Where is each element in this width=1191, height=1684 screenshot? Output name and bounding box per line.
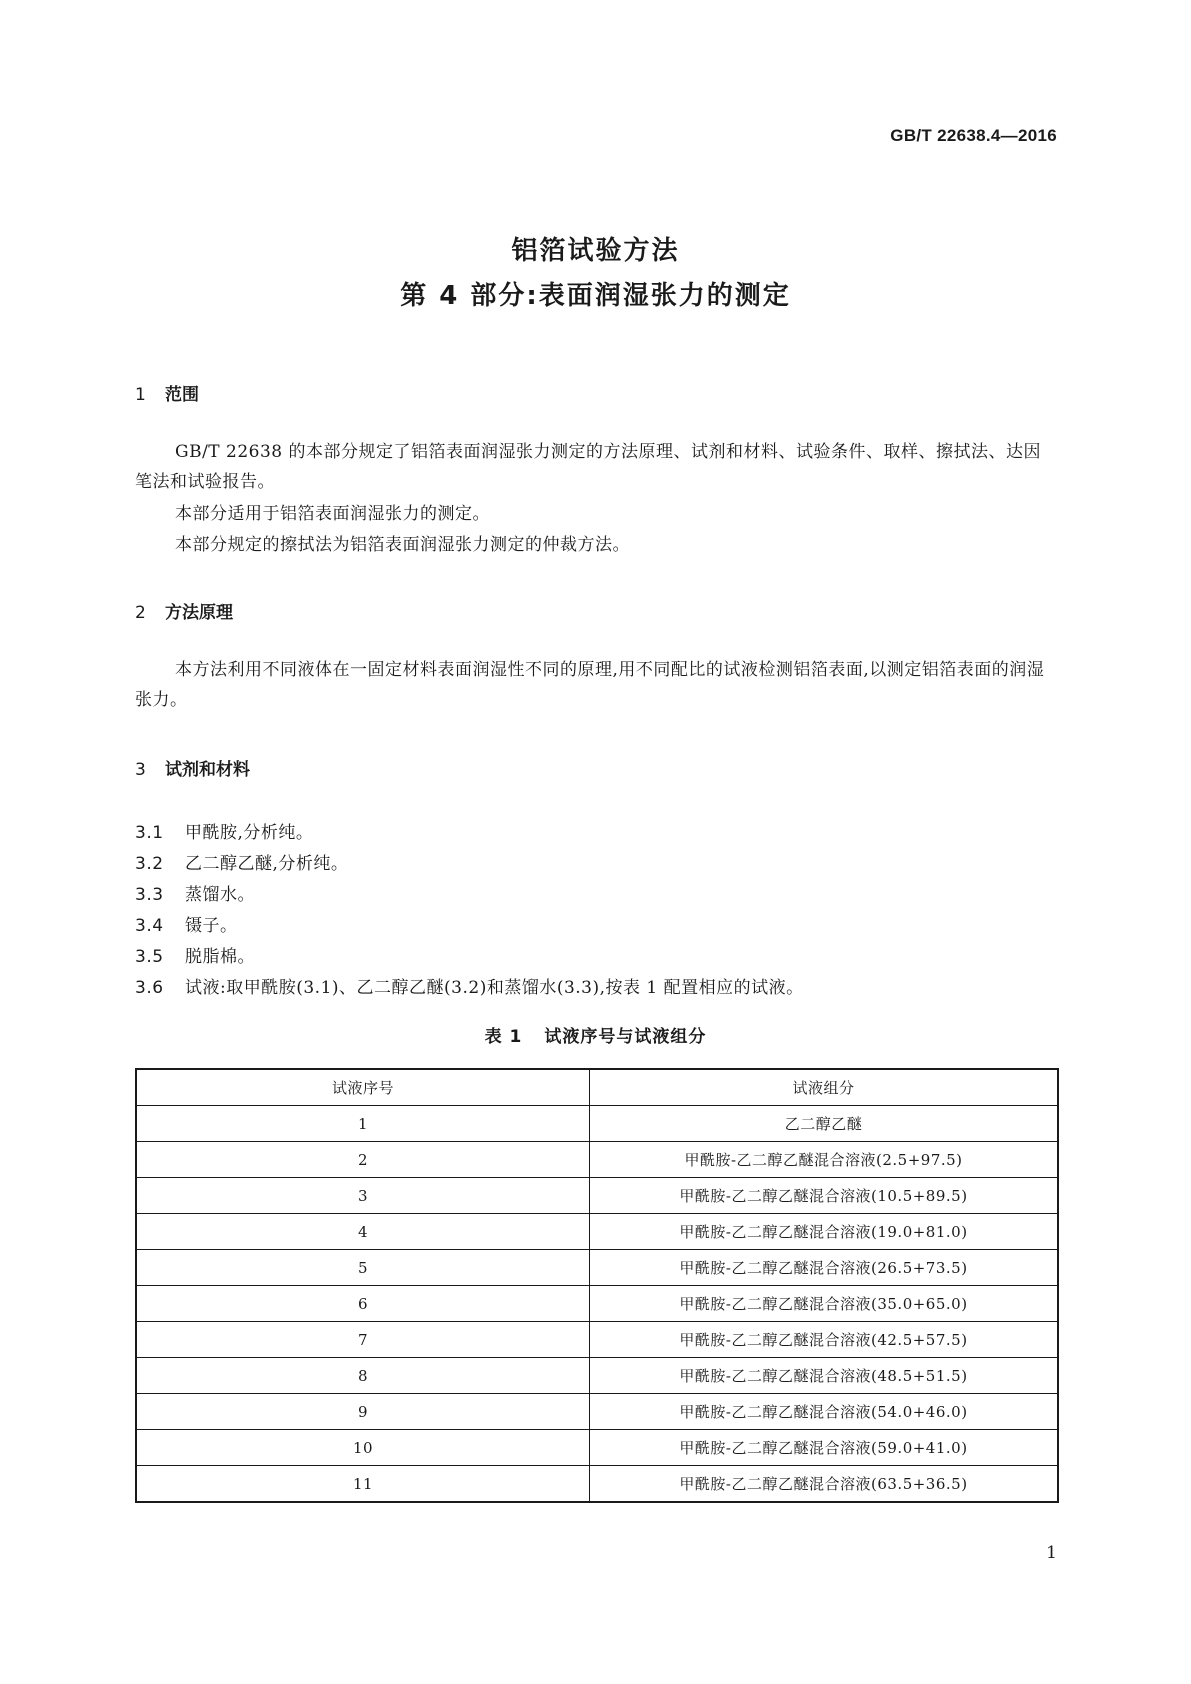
document-title: 铝箔试验方法: [511, 236, 680, 266]
standard-code: GB/T 22638.4—2016: [890, 126, 1057, 145]
table-cell: 10: [136, 1430, 590, 1466]
table-cell: 甲酰胺-乙二醇乙醚混合溶液(63.5+36.5): [590, 1466, 1059, 1503]
section-heading-principle: [135, 598, 233, 623]
table-row: [136, 1394, 1058, 1430]
table-cell: 2: [136, 1142, 590, 1178]
table-cell: 9: [136, 1394, 590, 1430]
table-row: [136, 1178, 1058, 1214]
list-item: [135, 973, 804, 998]
document-subtitle: 第 4 部分:表面润湿张力的测定: [400, 281, 791, 311]
table-row: [136, 1142, 1058, 1178]
table-cell: 甲酰胺-乙二醇乙醚混合溶液(26.5+73.5): [590, 1250, 1059, 1286]
item-number: 3.1: [135, 823, 164, 843]
page-number: 1: [1046, 1543, 1057, 1563]
table-cell: 甲酰胺-乙二醇乙醚混合溶液(10.5+89.5): [590, 1178, 1059, 1214]
paragraph: GB/T 22638 的本部分规定了铝箔表面润湿张力测定的方法原理、试剂和材料、试验条件、取样、擦拭法、达因笔法和试验报告。: [135, 442, 1042, 492]
section-heading-scope: [135, 380, 199, 405]
item-number: 3.2: [135, 854, 164, 874]
section-title: 试剂和材料: [165, 760, 250, 780]
table-cell: 甲酰胺-乙二醇乙醚混合溶液(42.5+57.5): [590, 1322, 1059, 1358]
column-header-composition: 试液组分: [590, 1069, 1059, 1106]
table-cell: 11: [136, 1466, 590, 1503]
item-text: 镊子。: [185, 916, 238, 936]
table-cell: 3: [136, 1178, 590, 1214]
section-heading-reagents: [135, 755, 250, 780]
item-number: 3.6: [135, 978, 164, 998]
table-row: [136, 1106, 1058, 1142]
section-title: 范围: [165, 385, 199, 405]
table-row: [136, 1286, 1058, 1322]
table-cell: 甲酰胺-乙二醇乙醚混合溶液(19.0+81.0): [590, 1214, 1059, 1250]
solution-table: [135, 1068, 1059, 1503]
table-row: [136, 1358, 1058, 1394]
column-header-number: 试液序号: [136, 1069, 590, 1106]
table-row: [136, 1466, 1058, 1503]
table-caption: [0, 1022, 1191, 1047]
list-item: [135, 818, 313, 843]
table-cell: 甲酰胺-乙二醇乙醚混合溶液(35.0+65.0): [590, 1286, 1059, 1322]
table-cell: 8: [136, 1358, 590, 1394]
paragraph: 本部分适用于铝箔表面润湿张力的测定。: [175, 504, 490, 524]
list-item: [135, 942, 255, 967]
table-row: [136, 1430, 1058, 1466]
table-cell: 1: [136, 1106, 590, 1142]
list-item: [135, 911, 238, 936]
paragraph: 本方法利用不同液体在一固定材料表面润湿性不同的原理,用不同配比的试液检测铝箔表面,以测定铝箔表面的润湿张力。: [135, 660, 1045, 710]
table-caption-number: 表 1: [484, 1027, 523, 1047]
item-text: 甲酰胺,分析纯。: [185, 823, 314, 843]
table-row: [136, 1214, 1058, 1250]
item-number: 3.3: [135, 885, 164, 905]
table-cell: 甲酰胺-乙二醇乙醚混合溶液(2.5+97.5): [590, 1142, 1059, 1178]
section-number: 2: [135, 603, 146, 623]
table-cell: 甲酰胺-乙二醇乙醚混合溶液(54.0+46.0): [590, 1394, 1059, 1430]
table-row: [136, 1250, 1058, 1286]
paragraph: 本部分规定的擦拭法为铝箔表面润湿张力测定的仲裁方法。: [175, 535, 630, 555]
table-cell: 5: [136, 1250, 590, 1286]
section-number: 1: [135, 385, 146, 405]
table-cell: 乙二醇乙醚: [590, 1106, 1059, 1142]
table-cell: 甲酰胺-乙二醇乙醚混合溶液(48.5+51.5): [590, 1358, 1059, 1394]
section-number: 3: [135, 760, 146, 780]
table-cell: 7: [136, 1322, 590, 1358]
table-cell: 甲酰胺-乙二醇乙醚混合溶液(59.0+41.0): [590, 1430, 1059, 1466]
table-row: [136, 1322, 1058, 1358]
item-text: 蒸馏水。: [185, 885, 255, 905]
item-number: 3.5: [135, 947, 164, 967]
item-text: 乙二醇乙醚,分析纯。: [185, 854, 349, 874]
table-header-row: [136, 1069, 1058, 1106]
list-item: [135, 880, 255, 905]
list-item: [135, 849, 348, 874]
table-caption-title: 试液序号与试液组分: [544, 1027, 707, 1047]
item-text: 试液:取甲酰胺(3.1)、乙二醇乙醚(3.2)和蒸馏水(3.3),按表 1 配置相应的试液。: [185, 978, 804, 998]
section-title: 方法原理: [165, 603, 233, 623]
table-cell: 4: [136, 1214, 590, 1250]
item-number: 3.4: [135, 916, 164, 936]
item-text: 脱脂棉。: [185, 947, 255, 967]
table-cell: 6: [136, 1286, 590, 1322]
